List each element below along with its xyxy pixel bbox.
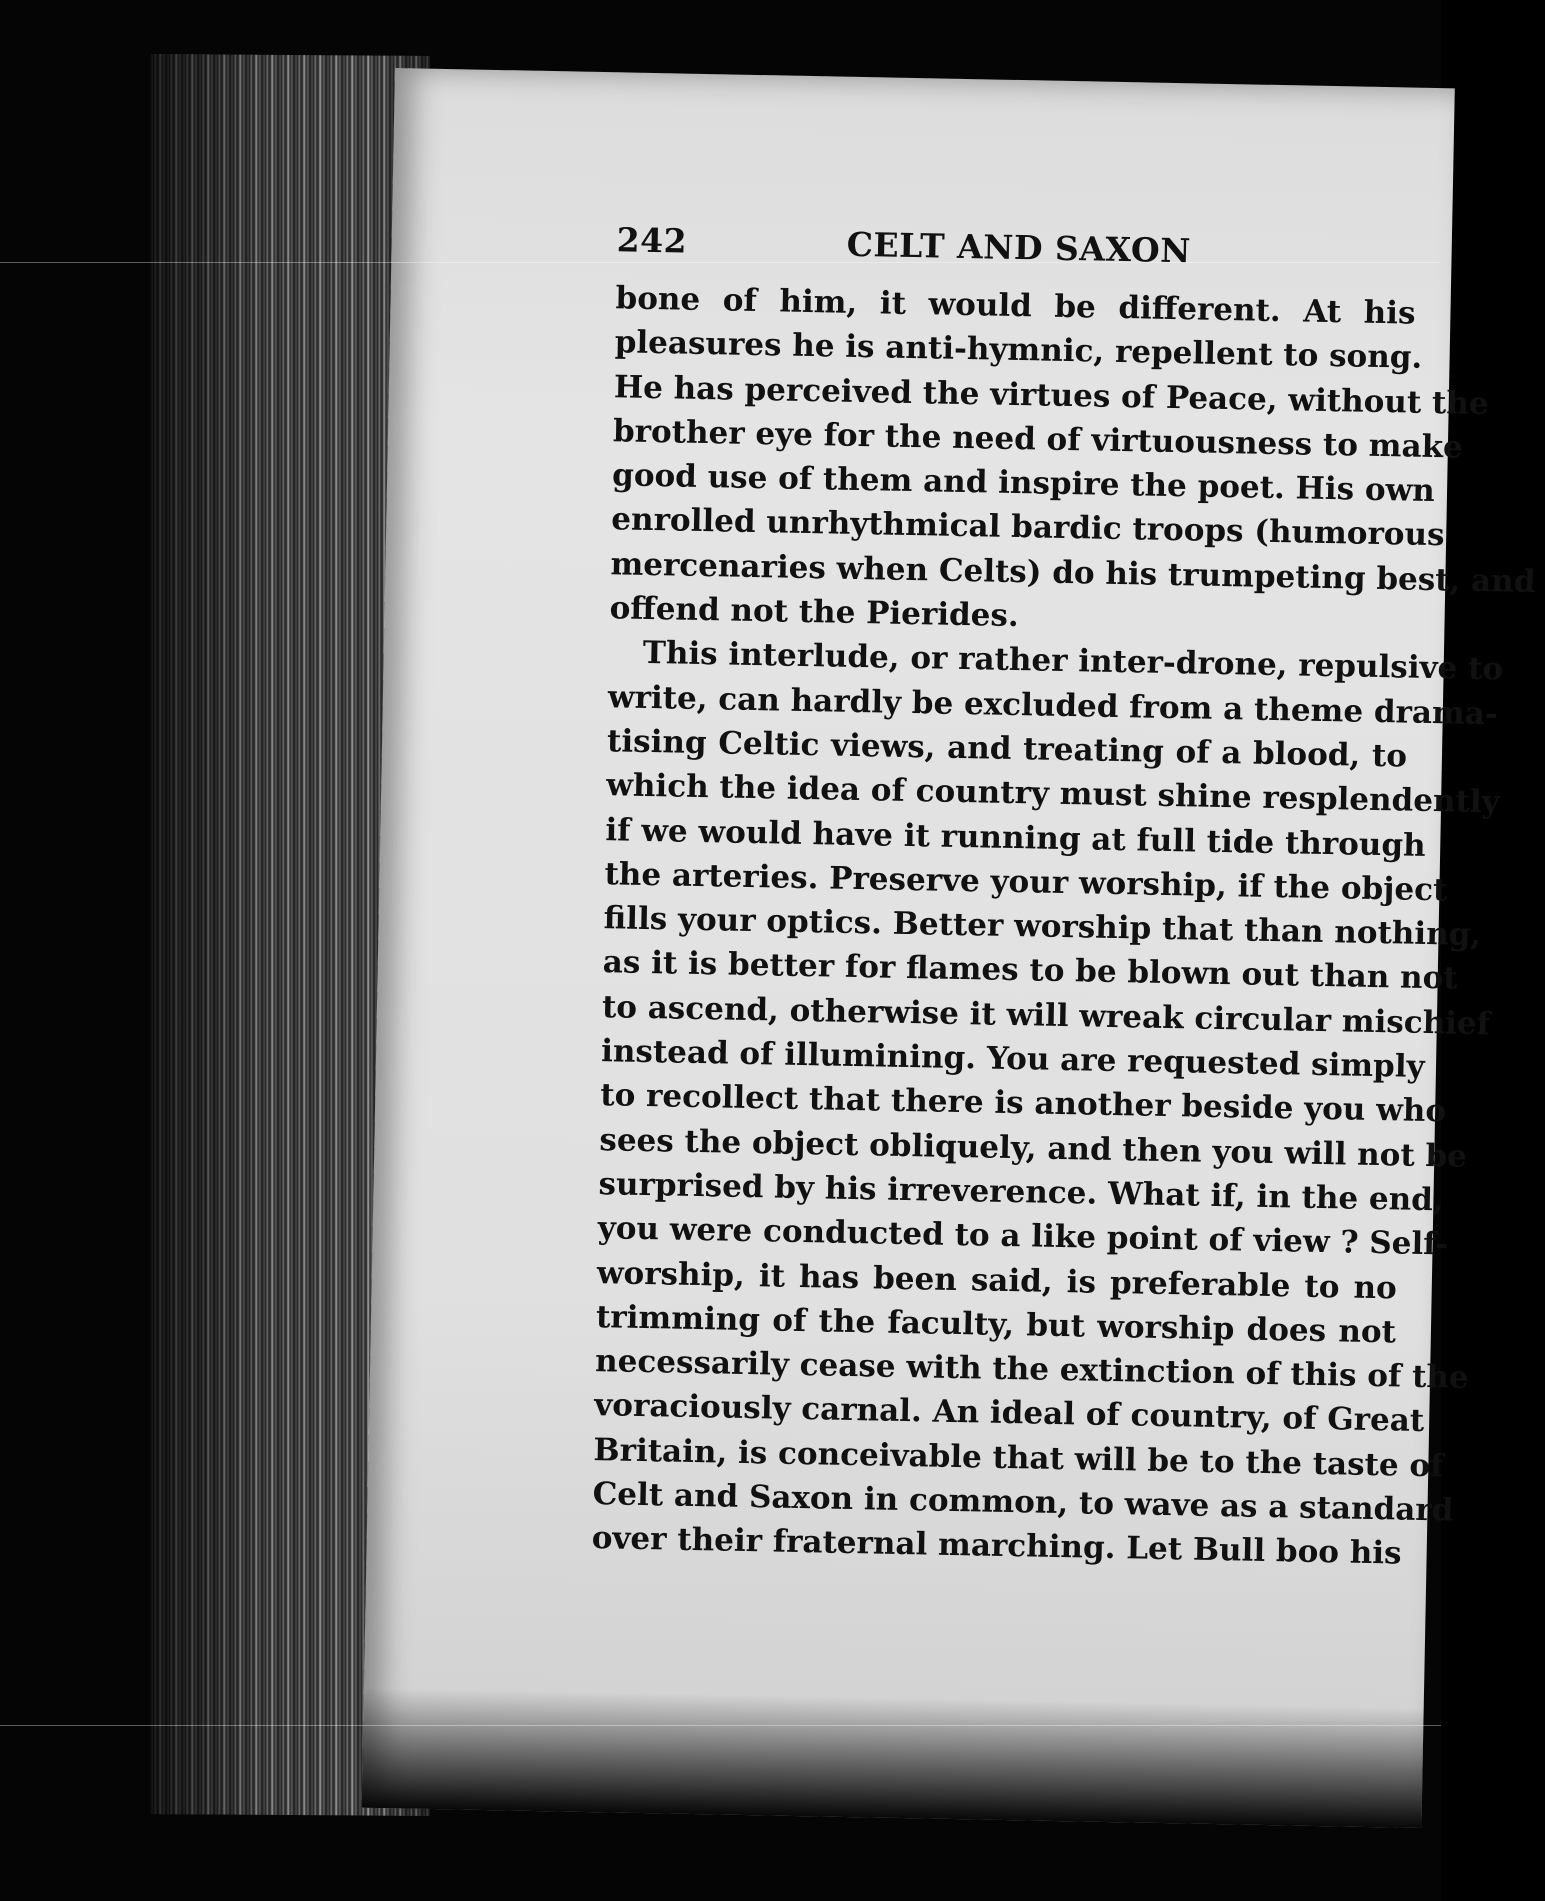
body-text: [591, 276, 1536, 1576]
text-line: This interlude, or rather inter-drone, repulsive to: [642, 635, 1504, 688]
text-line: if we would have it running at full tide through: [605, 811, 1426, 864]
text-line: good use of them and inspire the poet. His own: [611, 457, 1436, 510]
text-line: offend not the Pierides.: [609, 590, 1020, 635]
text-line: as it is better for flames to be blown out than not: [602, 944, 1458, 998]
text-line: fills your optics. Better worship that than nothing,: [603, 900, 1482, 954]
scan-line: [0, 1725, 1441, 1726]
text-line: sees the object obliquely, and then you will not be: [599, 1121, 1468, 1175]
book-page: [362, 68, 1536, 1828]
text-line: which the idea of country must shine resplendently: [605, 767, 1500, 821]
text-line: surprised by his irreverence. What if, in the end,: [598, 1166, 1445, 1219]
text-line: mercenaries when Celts) do his trumpeting best, and: [610, 546, 1536, 600]
text-line: Britain, is conceivable that will be to the taste of: [593, 1431, 1444, 1485]
text-line: to ascend, otherwise it will wreak circular mischief: [601, 988, 1491, 1042]
text-line: tising Celtic views, and treating of a blood, to: [606, 723, 1408, 775]
text-line: brother eye for the need of virtuousness to make: [612, 413, 1464, 466]
text-line: bone of him, it would be different. At his: [615, 280, 1416, 332]
text-line: trimming of the faculty, but worship does not: [595, 1298, 1397, 1351]
text-line: to recollect that there is another beside you who: [599, 1077, 1447, 1130]
page-bottom-shadow: [362, 1688, 1424, 1828]
text-line: write, can hardly be excluded from a theme drama-: [607, 678, 1499, 732]
text-line: enrolled unrhythmical bardic troops (humorous: [611, 501, 1445, 554]
page-content: [591, 220, 1536, 1576]
page-number: 242: [616, 220, 688, 261]
text-line: He has perceived the virtues of Peace, without the: [613, 368, 1489, 422]
text-line: worship, it has been said, is preferable to no: [596, 1254, 1398, 1306]
text-line: the arteries. Preserve your worship, if the object: [604, 856, 1448, 909]
text-line: voraciously carnal. An ideal of country, of Great: [594, 1387, 1425, 1440]
text-line: necessarily cease with the extinction of this of the: [594, 1343, 1469, 1396]
text-line: you were conducted to a like point of view ? Self-: [597, 1210, 1449, 1263]
text-line: over their fraternal marching. Let Bull boo his: [591, 1520, 1402, 1572]
scan-line: [0, 262, 1441, 263]
text-line: pleasures he is anti-hymnic, repellent to song.: [614, 324, 1423, 377]
running-title: CELT AND SAXON: [846, 224, 1192, 271]
text-line: instead of illumining. You are requested simply: [600, 1033, 1425, 1085]
text-line: Celt and Saxon in common, to wave as a standard: [592, 1476, 1454, 1529]
